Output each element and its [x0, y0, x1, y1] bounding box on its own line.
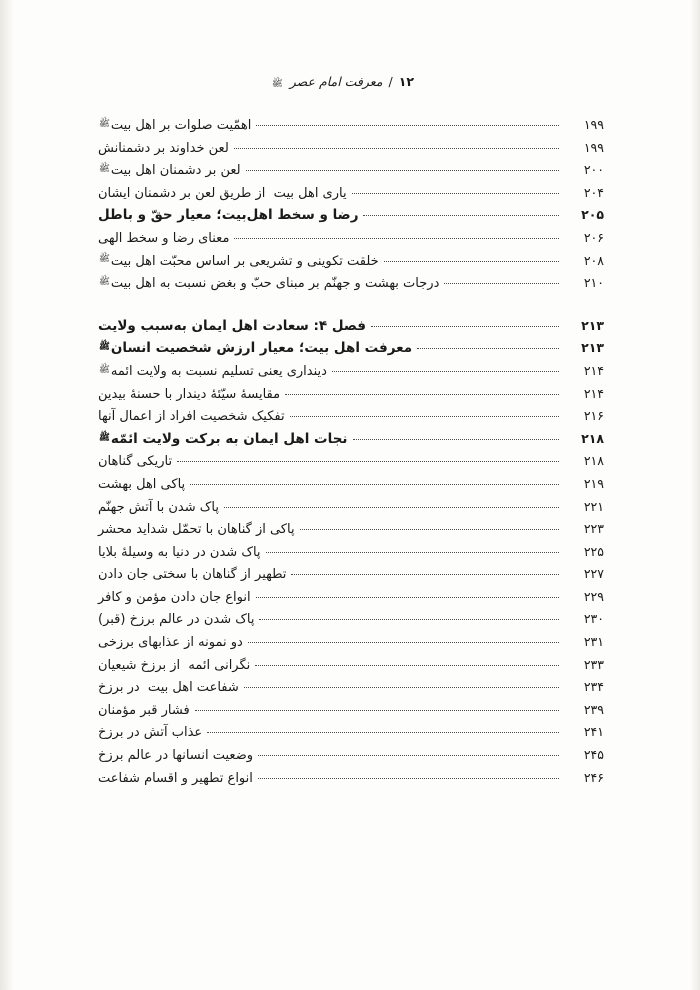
toc-page-number: ۲۴۵ — [583, 747, 604, 763]
toc-entry[interactable] — [96, 160, 604, 183]
toc-entry-label: معرفت اهل بیت؛ معیار ارزش شخصیت انسانﷺ — [99, 340, 413, 357]
toc-entry[interactable] — [96, 497, 604, 520]
toc-leader-dots — [207, 731, 559, 733]
toc-page-number: ۲۱۳ — [581, 317, 604, 333]
running-header-separator: / — [388, 74, 393, 89]
toc-entry-label: عذاب آتش در برزخ — [98, 725, 203, 741]
toc-leader-dots — [190, 483, 559, 485]
toc-entry-label: نگرانی ائمه ‌ از برزخ شیعیان — [98, 657, 251, 673]
toc-page-number: ۲۲۳ — [583, 521, 604, 537]
toc-entry-label: نجات اهل ایمان به برکت ولایت ائمّهﷺ — [99, 430, 348, 447]
toc-entry-label: پاکی از گناهان با تحمّل شداید محشر — [98, 522, 295, 538]
toc-entry-label: تطهیر از گناهان با سختی جان دادن — [98, 567, 287, 583]
toc-entry[interactable] — [96, 768, 604, 791]
toc-leader-dots — [285, 393, 559, 395]
running-header — [96, 74, 604, 89]
toc-page-number: ۱۹۹ — [583, 117, 604, 132]
toc-entry[interactable] — [96, 138, 604, 161]
toc-entry[interactable] — [96, 451, 604, 474]
toc-entry-label: وضعیت انسانها در عالم برزخ — [98, 748, 254, 764]
toc-leader-dots — [258, 754, 559, 756]
toc-entry-label: فصل ۴: سعادت اهل ایمان به‌سبب ولایت — [98, 317, 367, 334]
toc-leader-dots — [371, 325, 559, 327]
toc-leader-dots — [234, 147, 559, 149]
toc-page-number: ۲۲۵ — [583, 543, 604, 559]
running-header-title: معرفت امام عصر — [289, 74, 383, 89]
toc-entry-label: یاری اهل بیت ‌ از طریق لعن بر دشمنان ایشان — [98, 185, 347, 201]
honorific-icon: ﷺ — [99, 277, 110, 288]
toc-page-number: ۲۰۰ — [583, 162, 604, 178]
toc-entry[interactable] — [96, 519, 604, 542]
toc-page-number: ۲۲۱ — [583, 498, 604, 514]
toc-entry-label: پاکی اهل بهشت — [98, 476, 186, 492]
toc-entry[interactable] — [96, 564, 604, 587]
toc-entry[interactable] — [96, 632, 604, 655]
toc-leader-dots — [244, 686, 559, 688]
honorific-icon: ﷺ — [99, 164, 110, 175]
table-of-contents — [96, 115, 604, 790]
toc-entry[interactable] — [96, 700, 604, 723]
toc-leader-dots — [177, 460, 559, 462]
toc-page-number: ۲۱۶ — [583, 408, 604, 424]
toc-leader-dots — [300, 528, 559, 530]
toc-entry-label: انواع جان دادن مؤمن و کافر — [98, 589, 251, 605]
toc-leader-dots — [195, 709, 559, 711]
toc-entry[interactable] — [96, 228, 604, 251]
toc-leader-dots — [234, 237, 559, 239]
toc-entry[interactable] — [96, 361, 604, 384]
toc-leader-dots — [256, 124, 559, 126]
toc-entry[interactable] — [96, 722, 604, 745]
toc-page-number: ۲۱۸ — [583, 453, 604, 469]
toc-entry-label: مقایسۀ سیّئۀ دیندار با حسنۀ بیدین — [98, 386, 281, 402]
page-folio-number: ۱۲ — [398, 74, 414, 89]
toc-entry-label: دینداری یعنی تسلیم نسبت به ولایت ائمهﷺ — [99, 363, 327, 379]
toc-entry[interactable] — [96, 542, 604, 565]
toc-entry[interactable] — [96, 115, 604, 138]
toc-leader-dots — [258, 777, 559, 779]
toc-leader-dots — [256, 596, 559, 598]
toc-entry-label: خلقت تکوینی و تشریعی بر اساس محبّت اهل بیتﷺ — [99, 253, 379, 269]
toc-spacer — [96, 296, 604, 316]
honorific-icon: ﷺ — [271, 79, 283, 89]
toc-page-number: ۲۳۳ — [583, 656, 604, 672]
toc-leader-dots — [444, 282, 559, 284]
toc-leader-dots — [290, 415, 559, 417]
toc-entry[interactable] — [96, 406, 604, 429]
toc-entry-label: پاک شدن در عالم برزخ (قبر) — [98, 612, 255, 628]
toc-leader-dots — [224, 506, 559, 508]
honorific-icon: ﷺ — [99, 432, 110, 443]
toc-page-number: ۲۱۴ — [583, 362, 604, 378]
toc-leader-dots — [332, 370, 559, 372]
toc-entry-label: درجات بهشت و جهنّم بر مبنای حبّ و بغض نسبت به اهل بیتﷺ — [99, 276, 440, 292]
toc-entry-label: پاک شدن در دنیا به وسیلۀ بلایا — [98, 544, 261, 560]
toc-entry[interactable] — [96, 609, 604, 632]
toc-entry[interactable] — [96, 183, 604, 206]
toc-entry[interactable] — [96, 474, 604, 497]
toc-page-number: ۲۱۸ — [581, 430, 604, 446]
toc-entry-label: تاریکی گناهان — [98, 454, 173, 470]
toc-page-number: ۲۱۰ — [583, 275, 604, 291]
toc-leader-dots — [363, 214, 559, 216]
toc-page-number: ۲۰۴ — [583, 184, 604, 200]
toc-leader-dots — [248, 641, 559, 643]
toc-page-number: ۲۴۱ — [583, 724, 604, 740]
toc-leader-dots — [384, 260, 559, 262]
toc-page-number: ۲۳۱ — [583, 634, 604, 650]
toc-entry[interactable] — [96, 273, 604, 296]
toc-leader-dots — [417, 347, 559, 349]
toc-entry-label: رضا و سخط اهل‌بیت؛ معیار حقّ و باطل — [98, 207, 359, 224]
toc-page-number: ۲۳۹ — [583, 701, 604, 717]
toc-entry-label: دو نمونه از عذابهای برزخی — [98, 635, 243, 651]
toc-page-number: ۲۰۵ — [581, 207, 604, 223]
toc-entry-label: لعن خداوند بر دشمنانش — [98, 140, 229, 156]
toc-leader-dots — [246, 169, 559, 171]
toc-entry[interactable] — [96, 655, 604, 678]
toc-leader-dots — [255, 664, 559, 666]
toc-section-heading[interactable] — [96, 338, 604, 361]
toc-page-number: ۲۱۴ — [583, 385, 604, 401]
toc-page-number: ۲۰۶ — [583, 229, 604, 245]
toc-entry-label: اهمّیت صلوات بر اهل بیتﷺ — [99, 118, 252, 133]
toc-page-number: ۲۰۸ — [583, 252, 604, 268]
toc-leader-dots — [352, 192, 559, 194]
toc-page-number: ۲۲۷ — [583, 566, 604, 582]
toc-page-number: ۲۳۴ — [583, 679, 604, 695]
page-content — [96, 74, 604, 930]
toc-page-number: ۲۲۹ — [583, 588, 604, 604]
toc-page-number: ۲۳۰ — [583, 611, 604, 627]
toc-entry[interactable] — [96, 677, 604, 700]
toc-entry[interactable] — [96, 251, 604, 274]
toc-entry-label: تفکیک شخصیت افراد از اعمال آنها — [98, 409, 285, 425]
toc-entry-label: معنای رضا و سخط الهی — [98, 230, 230, 246]
toc-leader-dots — [353, 438, 560, 440]
toc-leader-dots — [259, 618, 559, 620]
toc-entry-label: لعن بر دشمنان اهل بیتﷺ — [99, 163, 241, 179]
honorific-icon: ﷺ — [99, 254, 110, 265]
toc-entry-label: فشار قبر مؤمنان — [98, 702, 190, 718]
toc-page-number: ۱۹۹ — [583, 139, 604, 155]
toc-leader-dots — [266, 551, 559, 553]
toc-section-heading[interactable] — [96, 429, 604, 452]
toc-page-number: ۲۴۶ — [583, 769, 604, 785]
toc-entry-label: پاک شدن با آتش جهنّم — [98, 499, 219, 515]
honorific-icon: ﷺ — [99, 118, 110, 129]
toc-entry[interactable] — [96, 745, 604, 768]
toc-leader-dots — [291, 573, 559, 575]
toc-page-number: ۲۱۳ — [581, 340, 604, 356]
toc-entry[interactable] — [96, 384, 604, 407]
honorific-icon: ﷺ — [99, 364, 110, 375]
toc-section-heading[interactable] — [96, 205, 604, 228]
toc-page-number: ۲۱۹ — [583, 475, 604, 491]
toc-entry-label: انواع تطهیر و اقسام شفاعت — [98, 770, 253, 786]
honorific-icon: ﷺ — [99, 342, 110, 353]
toc-entry-label: شفاعت اهل بیت ‌ در برزخ — [98, 680, 239, 696]
toc-entry[interactable] — [96, 587, 604, 610]
toc-section-heading[interactable] — [96, 316, 604, 339]
